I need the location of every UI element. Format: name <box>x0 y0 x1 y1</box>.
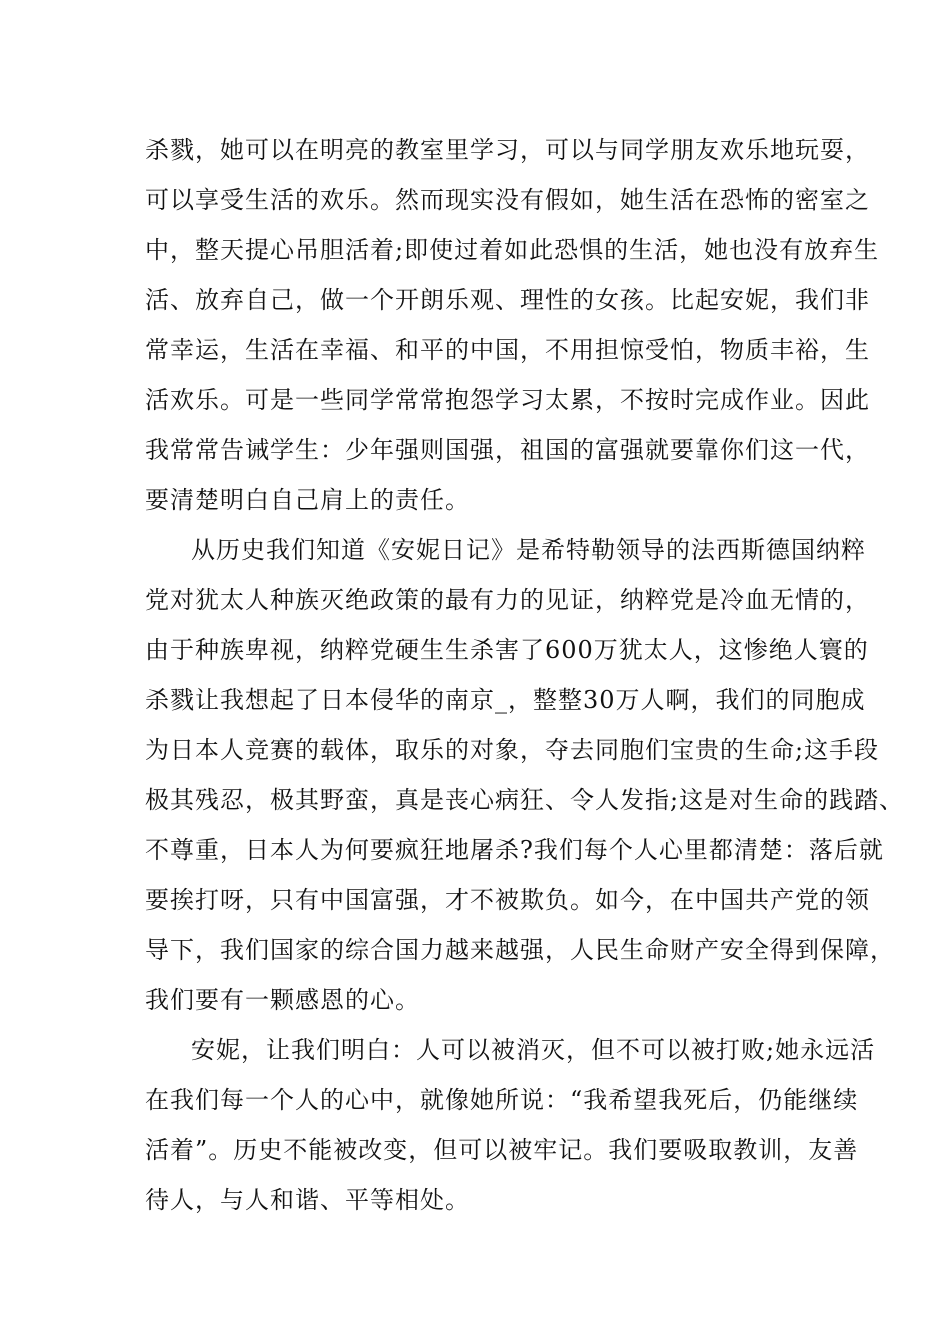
text-line: 要挨打呀，只有中国富强，才不被欺负。如今，在中国共产党的领 <box>145 886 870 914</box>
text-line: 杀戮让我想起了日本侵华的南京_，整整30万人啊，我们的同胞成 <box>145 686 866 714</box>
text-line: 杀戮，她可以在明亮的教室里学习，可以与同学朋友欢乐地玩耍， <box>145 136 870 164</box>
text-line: 活欢乐。可是一些同学常常抱怨学习太累，不按时完成作业。因此 <box>145 386 870 414</box>
text-line: 在我们每一个人的心中，就像她所说：“我希望我死后，仍能继续 <box>145 1086 859 1114</box>
text-line: 导下，我们国家的综合国力越来越强，人民生命财产安全得到保障， <box>145 936 895 964</box>
text-line: 中，整天提心吊胆活着;即使过着如此恐惧的生活，她也没有放弃生 <box>145 236 880 264</box>
text-line: 活着”。历史不能被改变，但可以被牢记。我们要吸取教训，友善 <box>145 1136 859 1164</box>
text-line: 要清楚明白自己肩上的责任。 <box>145 486 470 514</box>
text-line: 活、放弃自己，做一个开朗乐观、理性的女孩。比起安妮，我们非 <box>145 286 870 314</box>
text-line: 极其残忍，极其野蛮，真是丧心病狂、令人发指;这是对生命的践踏、 <box>145 786 905 814</box>
text-line: 待人，与人和谐、平等相处。 <box>145 1186 470 1214</box>
paragraph-first-line: 从历史我们知道《安妮日记》是希特勒领导的法西斯德国纳粹 <box>191 536 866 564</box>
text-line: 由于种族卑视，纳粹党硬生生杀害了600万犹太人，这惨绝人寰的 <box>145 636 869 664</box>
text-line: 不尊重，日本人为何要疯狂地屠杀?我们每个人心里都清楚：落后就 <box>145 836 884 864</box>
text-line: 为日本人竞赛的载体，取乐的对象，夺去同胞们宝贵的生命;这手段 <box>145 736 880 764</box>
text-line: 我们要有一颗感恩的心。 <box>145 986 420 1014</box>
text-line: 党对犹太人种族灭绝政策的最有力的见证，纳粹党是冷血无情的， <box>145 586 870 614</box>
text-line: 可以享受生活的欢乐。然而现实没有假如，她生活在恐怖的密室之 <box>145 186 870 214</box>
text-line: 我常常告诫学生：少年强则国强，祖国的富强就要靠你们这一代， <box>145 436 870 464</box>
paragraph-first-line: 安妮，让我们明白：人可以被消灭，但不可以被打败;她永远活 <box>191 1036 876 1064</box>
text-line: 常幸运，生活在幸福、和平的中国，不用担惊受怕，物质丰裕，生 <box>145 336 870 364</box>
